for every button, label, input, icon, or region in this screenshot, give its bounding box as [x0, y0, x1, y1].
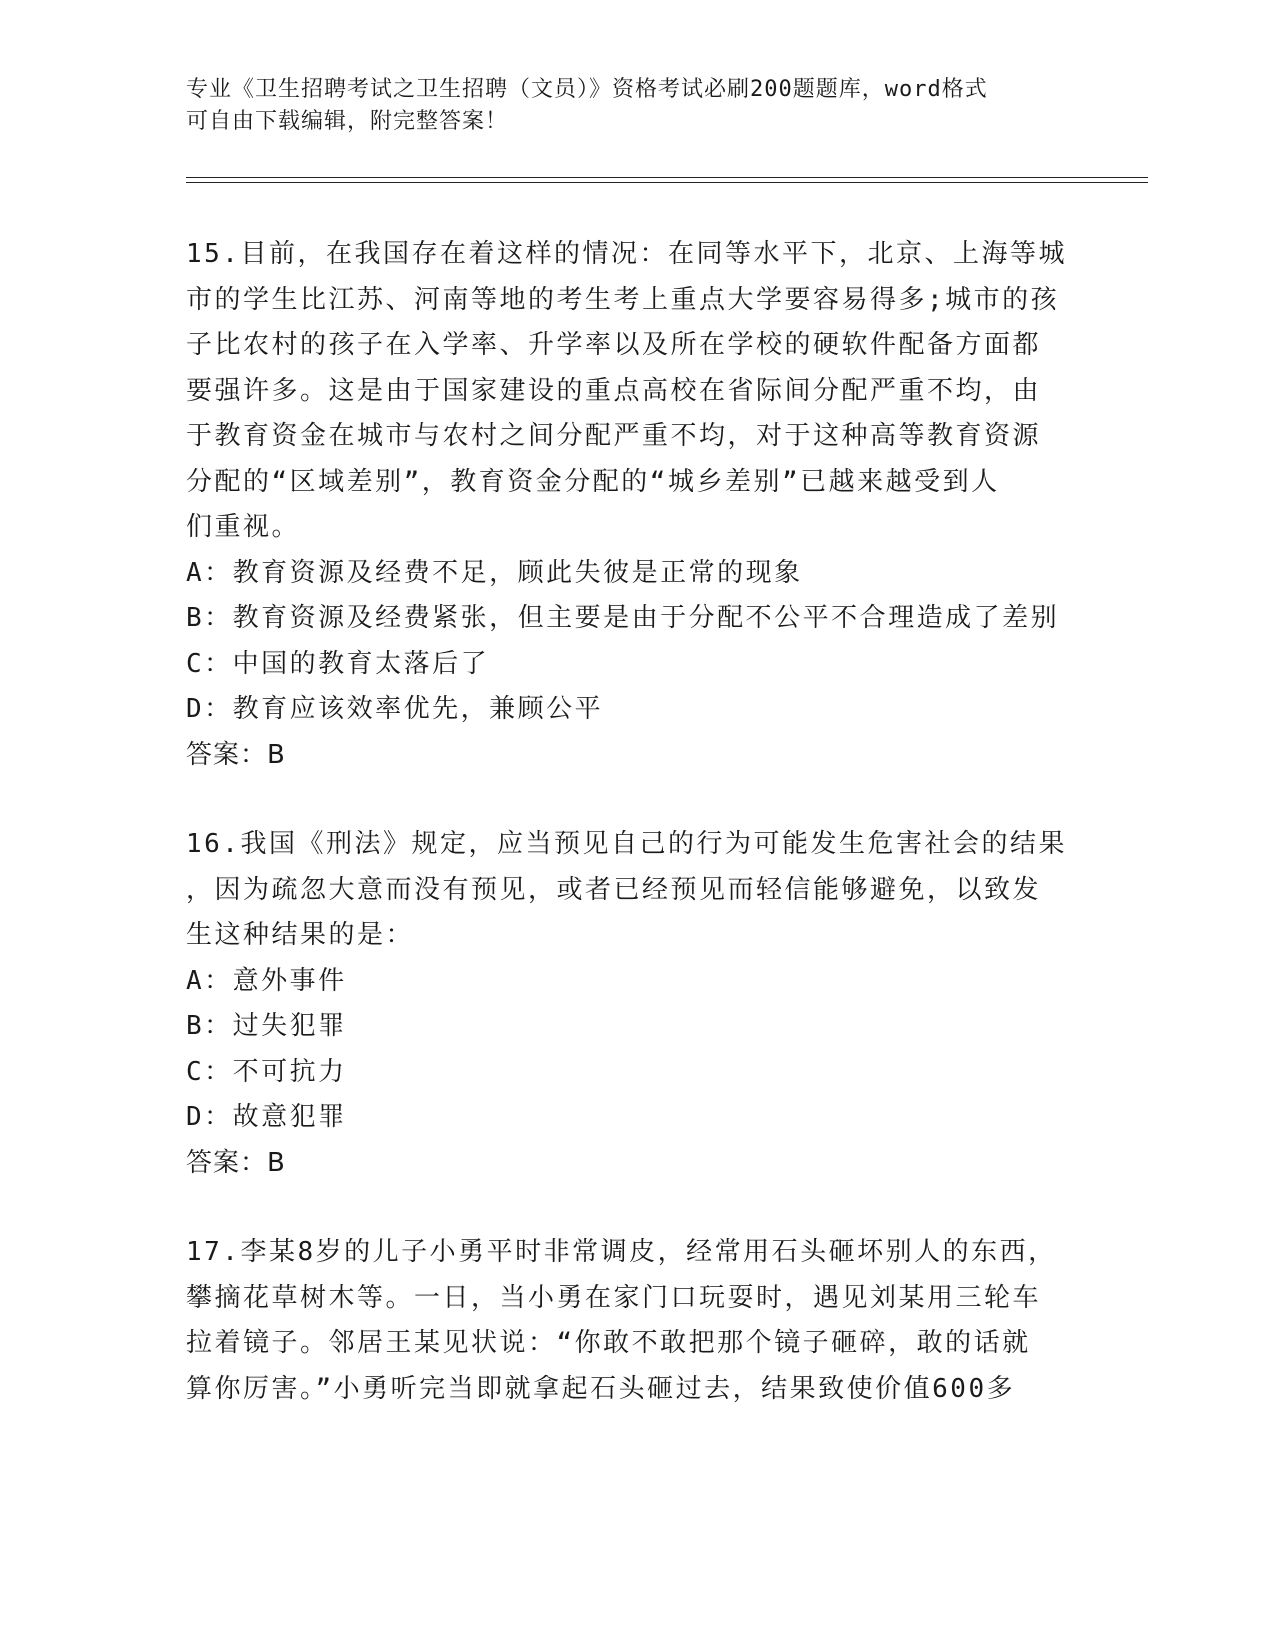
question-text-line: 攀摘花草树木等。一日，当小勇在家门口玩耍时，遇见刘某用三轮车 — [186, 1282, 1042, 1313]
question-15 — [186, 232, 1086, 778]
question-text-line: 要强许多。这是由于国家建设的重点高校在省际间分配严重不均，由 — [186, 375, 1042, 406]
option-a: A：教育资源及经费不足，顾此失彼是正常的现象 — [186, 557, 803, 588]
option-d: D：教育应该效率优先，兼顾公平 — [186, 694, 604, 724]
page-header — [186, 74, 1066, 138]
question-text-line: ，因为疏忽大意而没有预见，或者已经预见而轻信能够避免，以致发 — [186, 874, 1042, 905]
header-rule-bottom — [186, 182, 1148, 183]
answer-label: 答案：B — [186, 1147, 286, 1178]
question-text-line: 子比农村的孩子在入学率、升学率以及所在学校的硬软件配备方面都 — [186, 330, 1042, 360]
question-text-line: 拉着镜子。邻居王某见状说：“你敢不敢把那个镜子砸碎，敢的话就 — [186, 1328, 1031, 1358]
question-text-line: 们重视。 — [186, 512, 301, 542]
header-line-2: 可自由下载编辑，附完整答案！ — [186, 109, 509, 134]
question-text-line: 于教育资金在城市与农村之间分配严重不均，对于这种高等教育资源 — [186, 421, 1042, 451]
option-c: C：不可抗力 — [186, 1056, 347, 1087]
option-c: C：中国的教育太落后了 — [186, 648, 490, 679]
option-d: D：故意犯罪 — [186, 1102, 347, 1132]
question-17 — [186, 1230, 1086, 1412]
questions-content — [186, 232, 1086, 1456]
header-line-1: 专业《卫生招聘考试之卫生招聘（文员）》资格考试必刷200题题库，word格式 — [186, 77, 988, 102]
option-b: B：教育资源及经费紧张，但主要是由于分配不公平不合理造成了差别 — [186, 603, 1060, 633]
header-rule-top — [186, 177, 1148, 178]
answer-label: 答案：B — [186, 739, 286, 770]
question-text-line: 市的学生比江苏、河南等地的考生考上重点大学要容易得多;城市的孩 — [186, 284, 1060, 315]
question-text-line: 17.李某8岁的儿子小勇平时非常调皮，经常用石头砸坏别人的东西， — [186, 1237, 1057, 1267]
option-a: A：意外事件 — [186, 965, 347, 996]
question-text-line: 生这种结果的是： — [186, 920, 415, 950]
question-text-line: 16.我国《刑法》规定，应当预见自己的行为可能发生危害社会的结果 — [186, 829, 1067, 859]
option-b: B：过失犯罪 — [186, 1011, 347, 1041]
question-text-line: 分配的“区域差别”，教育资金分配的“城乡差别”已越来越受到人 — [186, 466, 1000, 497]
question-text-line: 15.目前，在我国存在着这样的情况：在同等水平下，北京、上海等城 — [186, 239, 1067, 269]
question-16 — [186, 822, 1086, 1186]
question-text-line: 算你厉害。”小勇听完当即就拿起石头砸过去，结果致使价值600多 — [186, 1373, 1016, 1404]
